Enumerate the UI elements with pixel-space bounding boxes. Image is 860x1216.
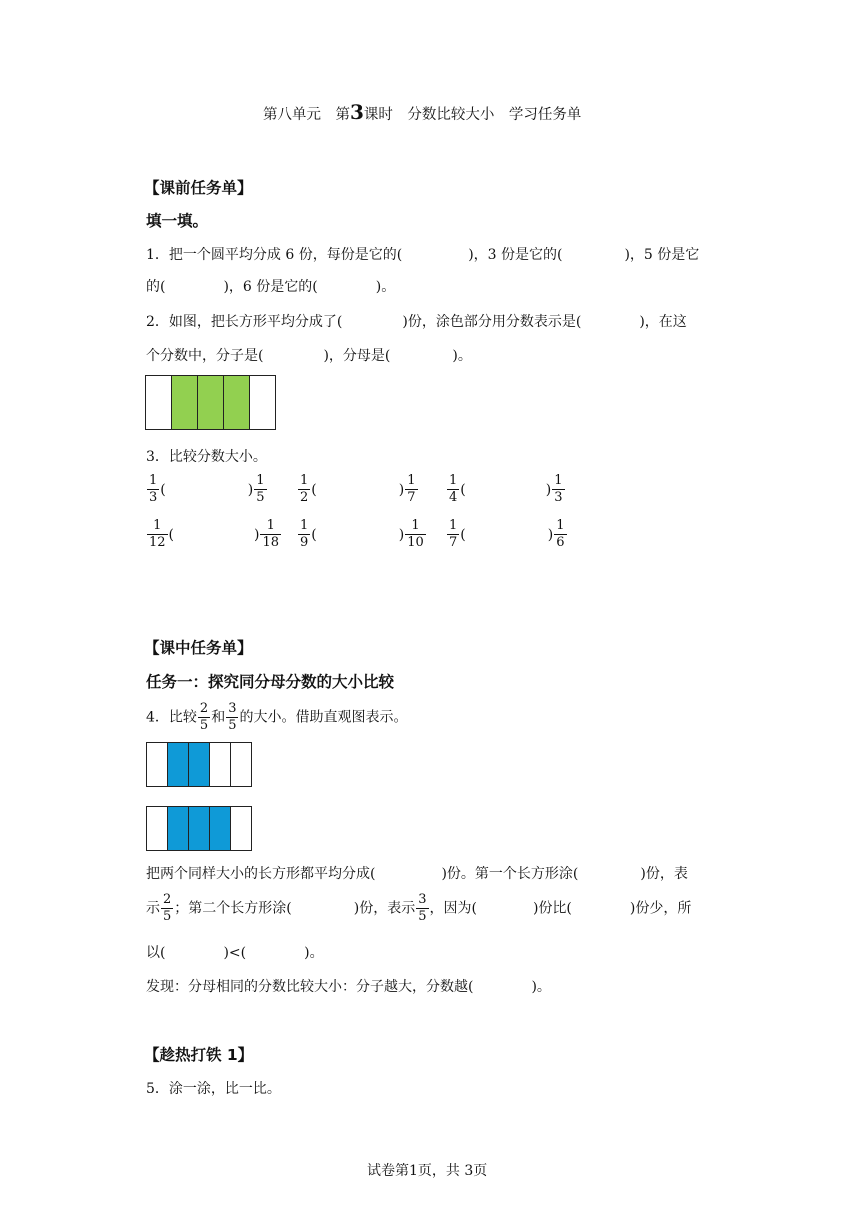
- page-footer: 试卷第1页，共 3页: [367, 1163, 488, 1179]
- q1-text-c: )，5 份是它: [624, 247, 700, 263]
- task1-text-i: )份少，所: [629, 900, 692, 917]
- q2-text-f: )。: [452, 348, 472, 364]
- task1-text-f: )份，表示: [353, 900, 416, 917]
- task1-text-e: ；第二个长方形涂(: [174, 900, 292, 917]
- task-1-heading: 任务一：探究同分母分数的大小比较: [146, 673, 395, 691]
- fraction: $\frac{1}{7}$: [449, 518, 458, 550]
- fraction: $\frac{1}{9}$: [300, 518, 309, 550]
- fraction: $\frac{1}{4}$: [449, 473, 458, 505]
- q2-text-a: 2．如图，把长方形平均分成了(: [146, 314, 343, 330]
- fill-in-heading: 填一填。: [146, 212, 209, 230]
- task1-text-c: )份，表: [640, 866, 688, 882]
- q1-text-a: 1．把一个圆平均分成 6 份，每份是它的(: [146, 247, 403, 263]
- fraction-compare-item: $\frac{1}{3}$ ( ) $\frac{1}{5}$: [149, 473, 265, 505]
- rect-part: [189, 807, 210, 850]
- mid-section-heading: 【课中任务单】: [144, 639, 253, 657]
- q2-text-d: 个分数中，分子是(: [146, 348, 264, 364]
- fraction-compare-item: $\frac{1}{4}$ ( ) $\frac{1}{3}$: [449, 473, 563, 505]
- question-1-line-1: [146, 244, 699, 264]
- rect-part: [224, 376, 250, 429]
- rect-part: [168, 743, 189, 786]
- rectangle-diagram-green: [145, 375, 276, 430]
- fraction: $\frac{1}{5}$: [256, 473, 265, 505]
- page-title: [263, 100, 581, 124]
- rect-part: [231, 743, 251, 786]
- rect-part: [250, 376, 275, 429]
- fraction: $\frac{1}{12}$: [149, 518, 166, 550]
- q4-fraction-1: $\frac{2}{5}$: [199, 701, 209, 733]
- pre-section-heading: 【课前任务单】: [144, 179, 253, 197]
- rectangle-diagram-three-fifths: [146, 806, 252, 851]
- fraction: $\frac{1}{3}$: [149, 473, 158, 505]
- q1-text-d: 的(: [146, 279, 166, 295]
- title-prefix: 第八单元 第: [263, 107, 350, 123]
- task1-text-a: 把两个同样大小的长方形都平均分成(: [146, 866, 376, 882]
- task1-line-2: [146, 893, 691, 924]
- task1-text-b: )份。第一个长方形涂(: [441, 866, 579, 882]
- task1-line-3: [146, 942, 324, 962]
- task1-text-k: )<(: [223, 945, 247, 961]
- task1-text-h: )份比(: [532, 900, 572, 917]
- rect-part: [172, 376, 198, 429]
- rect-part: [147, 743, 168, 786]
- task1-fraction-2: $\frac{3}{5}$: [418, 892, 427, 924]
- question-1-line-2: [146, 276, 395, 296]
- title-lesson-number: 3: [350, 100, 364, 124]
- q1-text-f: )。: [375, 279, 396, 295]
- task1-text-d: 示: [146, 900, 160, 917]
- finding-text: 发现：分母相同的分数比较大小：分子越大，分数越(: [146, 979, 474, 995]
- q1-text-b: )，3 份是它的(: [468, 247, 563, 263]
- fraction-compare-item: $\frac{1}{2}$ ( ) $\frac{1}{7}$: [300, 473, 416, 505]
- task1-fraction-1: $\frac{2}{5}$: [163, 892, 172, 924]
- fraction: $\frac{1}{6}$: [556, 518, 565, 550]
- rect-part: [189, 743, 210, 786]
- drill-section-heading: 【趁热打铁 1】: [144, 1046, 254, 1064]
- question-5: 5．涂一涂，比一比。: [146, 1081, 281, 1097]
- rect-part: [210, 807, 231, 850]
- q4-text-b: 的大小。借助直观图表示。: [239, 709, 408, 726]
- rectangle-diagram-two-fifths: [146, 742, 252, 787]
- rect-part: [147, 807, 168, 850]
- fraction: $\frac{1}{7}$: [407, 473, 416, 505]
- q4-text-a: 4．比较: [146, 709, 197, 726]
- question-2-line-2: [146, 345, 472, 365]
- fraction: $\frac{1}{3}$: [554, 473, 563, 505]
- fraction-compare-item: $\frac{1}{9}$ ( ) $\frac{1}{10}$: [300, 518, 424, 550]
- question-4: [146, 702, 407, 733]
- q4-fraction-2: $\frac{3}{5}$: [228, 701, 237, 733]
- task1-text-l: )。: [304, 945, 324, 961]
- rect-part: [168, 807, 189, 850]
- fraction-compare-item: $\frac{1}{7}$ ( ) $\frac{1}{6}$: [449, 518, 565, 550]
- task1-text-j: 以(: [146, 945, 166, 961]
- q4-and: 和: [211, 709, 226, 726]
- rect-part: [198, 376, 224, 429]
- rect-part: [146, 376, 172, 429]
- q1-text-e: )，6 份是它的(: [223, 279, 318, 295]
- question-3: 3．比较分数大小。: [146, 449, 267, 465]
- title-suffix: 课时 分数比较大小 学习任务单: [363, 107, 582, 123]
- question-2-line-1: [146, 311, 687, 331]
- fraction: $\frac{1}{18}$: [262, 518, 280, 550]
- rect-part: [210, 743, 231, 786]
- task1-line-1: [146, 863, 688, 883]
- q2-text-c: )，在这: [639, 314, 687, 330]
- fraction-compare-item: $\frac{1}{12}$ ( ) $\frac{1}{18}$: [149, 518, 280, 550]
- fraction: $\frac{1}{2}$: [300, 473, 309, 505]
- finding-line: [146, 976, 551, 996]
- q2-text-e: )，分母是(: [323, 348, 391, 364]
- q2-text-b: )份，涂色部分用分数表示是(: [402, 314, 582, 330]
- rect-part: [231, 807, 251, 850]
- fraction: $\frac{1}{10}$: [407, 518, 424, 550]
- finding-text-end: )。: [531, 979, 551, 995]
- task1-text-g: ，因为(: [429, 900, 477, 917]
